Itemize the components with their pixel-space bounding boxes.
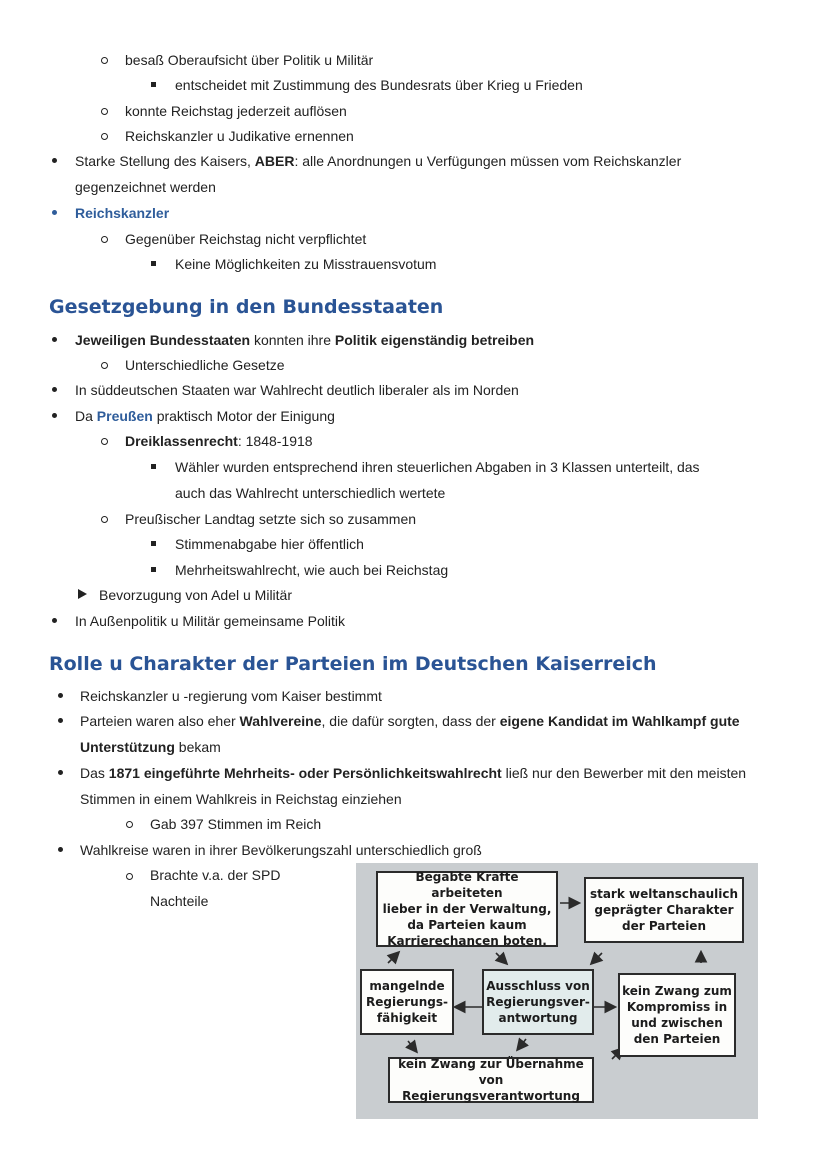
text-line: Unterstützung bekam [80,739,221,755]
diagram-box-kein-zwang-kompromiss: kein Zwang zum Kompromiss in und zwischen den Parteien [618,973,736,1057]
square-bullet-icon [151,541,156,546]
text-line: Parteien waren also eher Wahlvereine, die dafür sorgten, dass der eigene Kandidat im Wahlkampf gute [80,713,740,729]
circle-bullet-icon [126,821,133,828]
text-line: Da Preußen praktisch Motor der Einigung [75,408,335,424]
text-line: Gegenüber Reichstag nicht verpflichtet [125,231,367,247]
arrow-line [388,953,398,963]
circle-bullet-icon [101,438,108,445]
circle-bullet-icon [101,236,108,243]
text-line: Gab 397 Stimmen im Reich [150,816,322,832]
party-causes-diagram [356,863,758,1119]
text-line: Reichskanzler [75,205,170,221]
text-line: Nachteile [150,893,209,909]
text-line: Stimmenabgabe hier öffentlich [175,536,364,552]
text-line: Mehrheitswahlrecht, wie auch bei Reichstag [175,562,449,578]
disc-bullet-icon [58,770,63,775]
disc-bullet-icon [52,387,57,392]
text-line: Jeweiligen Bundesstaaten konnten ihre Politik eigenständig betreiben [75,332,535,348]
disc-bullet-icon [52,413,57,418]
diagram-box-ausschluss: Ausschluss von Regierungsver- antwortung [482,969,594,1035]
text-line: Stimmen in einem Wahlkreis in Reichstag einziehen [80,791,402,807]
text-line: auch das Wahlrecht unterschiedlich wertete [175,485,446,501]
text-line: entscheidet mit Zustimmung des Bundesrats über Krieg u Frieden [175,77,583,93]
text-line: Dreiklassenrecht: 1848-1918 [125,433,313,449]
disc-bullet-icon [58,693,63,698]
circle-bullet-icon [126,873,133,880]
text-line: Das 1871 eingeführte Mehrheits- oder Persönlichkeitswahlrecht ließ nur den Bewerber mit den meisten [80,765,747,781]
arrow-line [592,953,602,963]
disc-bullet-icon [52,158,57,163]
section-heading: Gesetzgebung in den Bundesstaaten [49,296,444,318]
diagram-box-kein-zwang-uebernahme: kein Zwang zur Übernahme von Regierungsverantwortung [388,1057,594,1103]
text-line: Keine Möglichkeiten zu Misstrauensvotum [175,256,437,272]
text-line: Preußischer Landtag setzte sich so zusammen [125,511,417,527]
diagram-box-begabte-kraefte: Begabte Kräfte arbeiteten lieber in der Verwaltung, da Parteien kaum Karrierechancen boten. [376,871,558,947]
disc-bullet-icon [58,847,63,852]
text-line: Wahlkreise waren in ihrer Bevölkerungszahl unterschiedlich groß [80,842,482,858]
text-line: In Außenpolitik u Militär gemeinsame Politik [75,613,346,629]
text-line: Reichskanzler u -regierung vom Kaiser bestimmt [80,688,382,704]
circle-bullet-icon [101,516,108,523]
diagram-box-regierungsfaehigkeit: mangelnde Regierungs- fähigkeit [360,969,454,1035]
circle-bullet-icon [101,362,108,369]
disc-bullet-icon [52,337,57,342]
text-line: In süddeutschen Staaten war Wahlrecht deutlich liberaler als im Norden [75,382,519,398]
square-bullet-icon [151,261,156,266]
diagram-box-weltanschaulich: stark weltanschaulich geprägter Charakter der Parteien [584,877,744,943]
text-line: Wähler wurden entsprechend ihren steuerlichen Abgaben in 3 Klassen unterteilt, das [175,459,700,475]
circle-bullet-icon [101,57,108,64]
square-bullet-icon [151,464,156,469]
text-line: besaß Oberaufsicht über Politik u Militär [125,52,374,68]
text-line: konnte Reichstag jederzeit auflösen [125,103,347,119]
arrow-line [408,1041,416,1051]
text-line: gegenzeichnet werden [75,179,216,195]
disc-bullet-icon [58,718,63,723]
text-line: Starke Stellung des Kaisers, ABER: alle Anordnungen u Verfügungen müssen vom Reichskanzler [75,153,682,169]
square-bullet-icon [151,82,156,87]
arrow-line [496,953,506,963]
circle-bullet-icon [101,133,108,140]
square-bullet-icon [151,567,156,572]
arrow-line [518,1039,526,1049]
text-line: Reichskanzler u Judikative ernennen [125,128,354,144]
disc-bullet-icon [52,618,57,623]
disc-bullet-icon [52,210,57,215]
text-line: Bevorzugung von Adel u Militär [99,587,292,603]
circle-bullet-icon [101,108,108,115]
arrow-bullet-icon [78,589,87,599]
text-line: Brachte v.a. der SPD [150,867,281,883]
section-heading: Rolle u Charakter der Parteien im Deutschen Kaiserreich [49,653,657,675]
text-line: Unterschiedliche Gesetze [125,357,285,373]
